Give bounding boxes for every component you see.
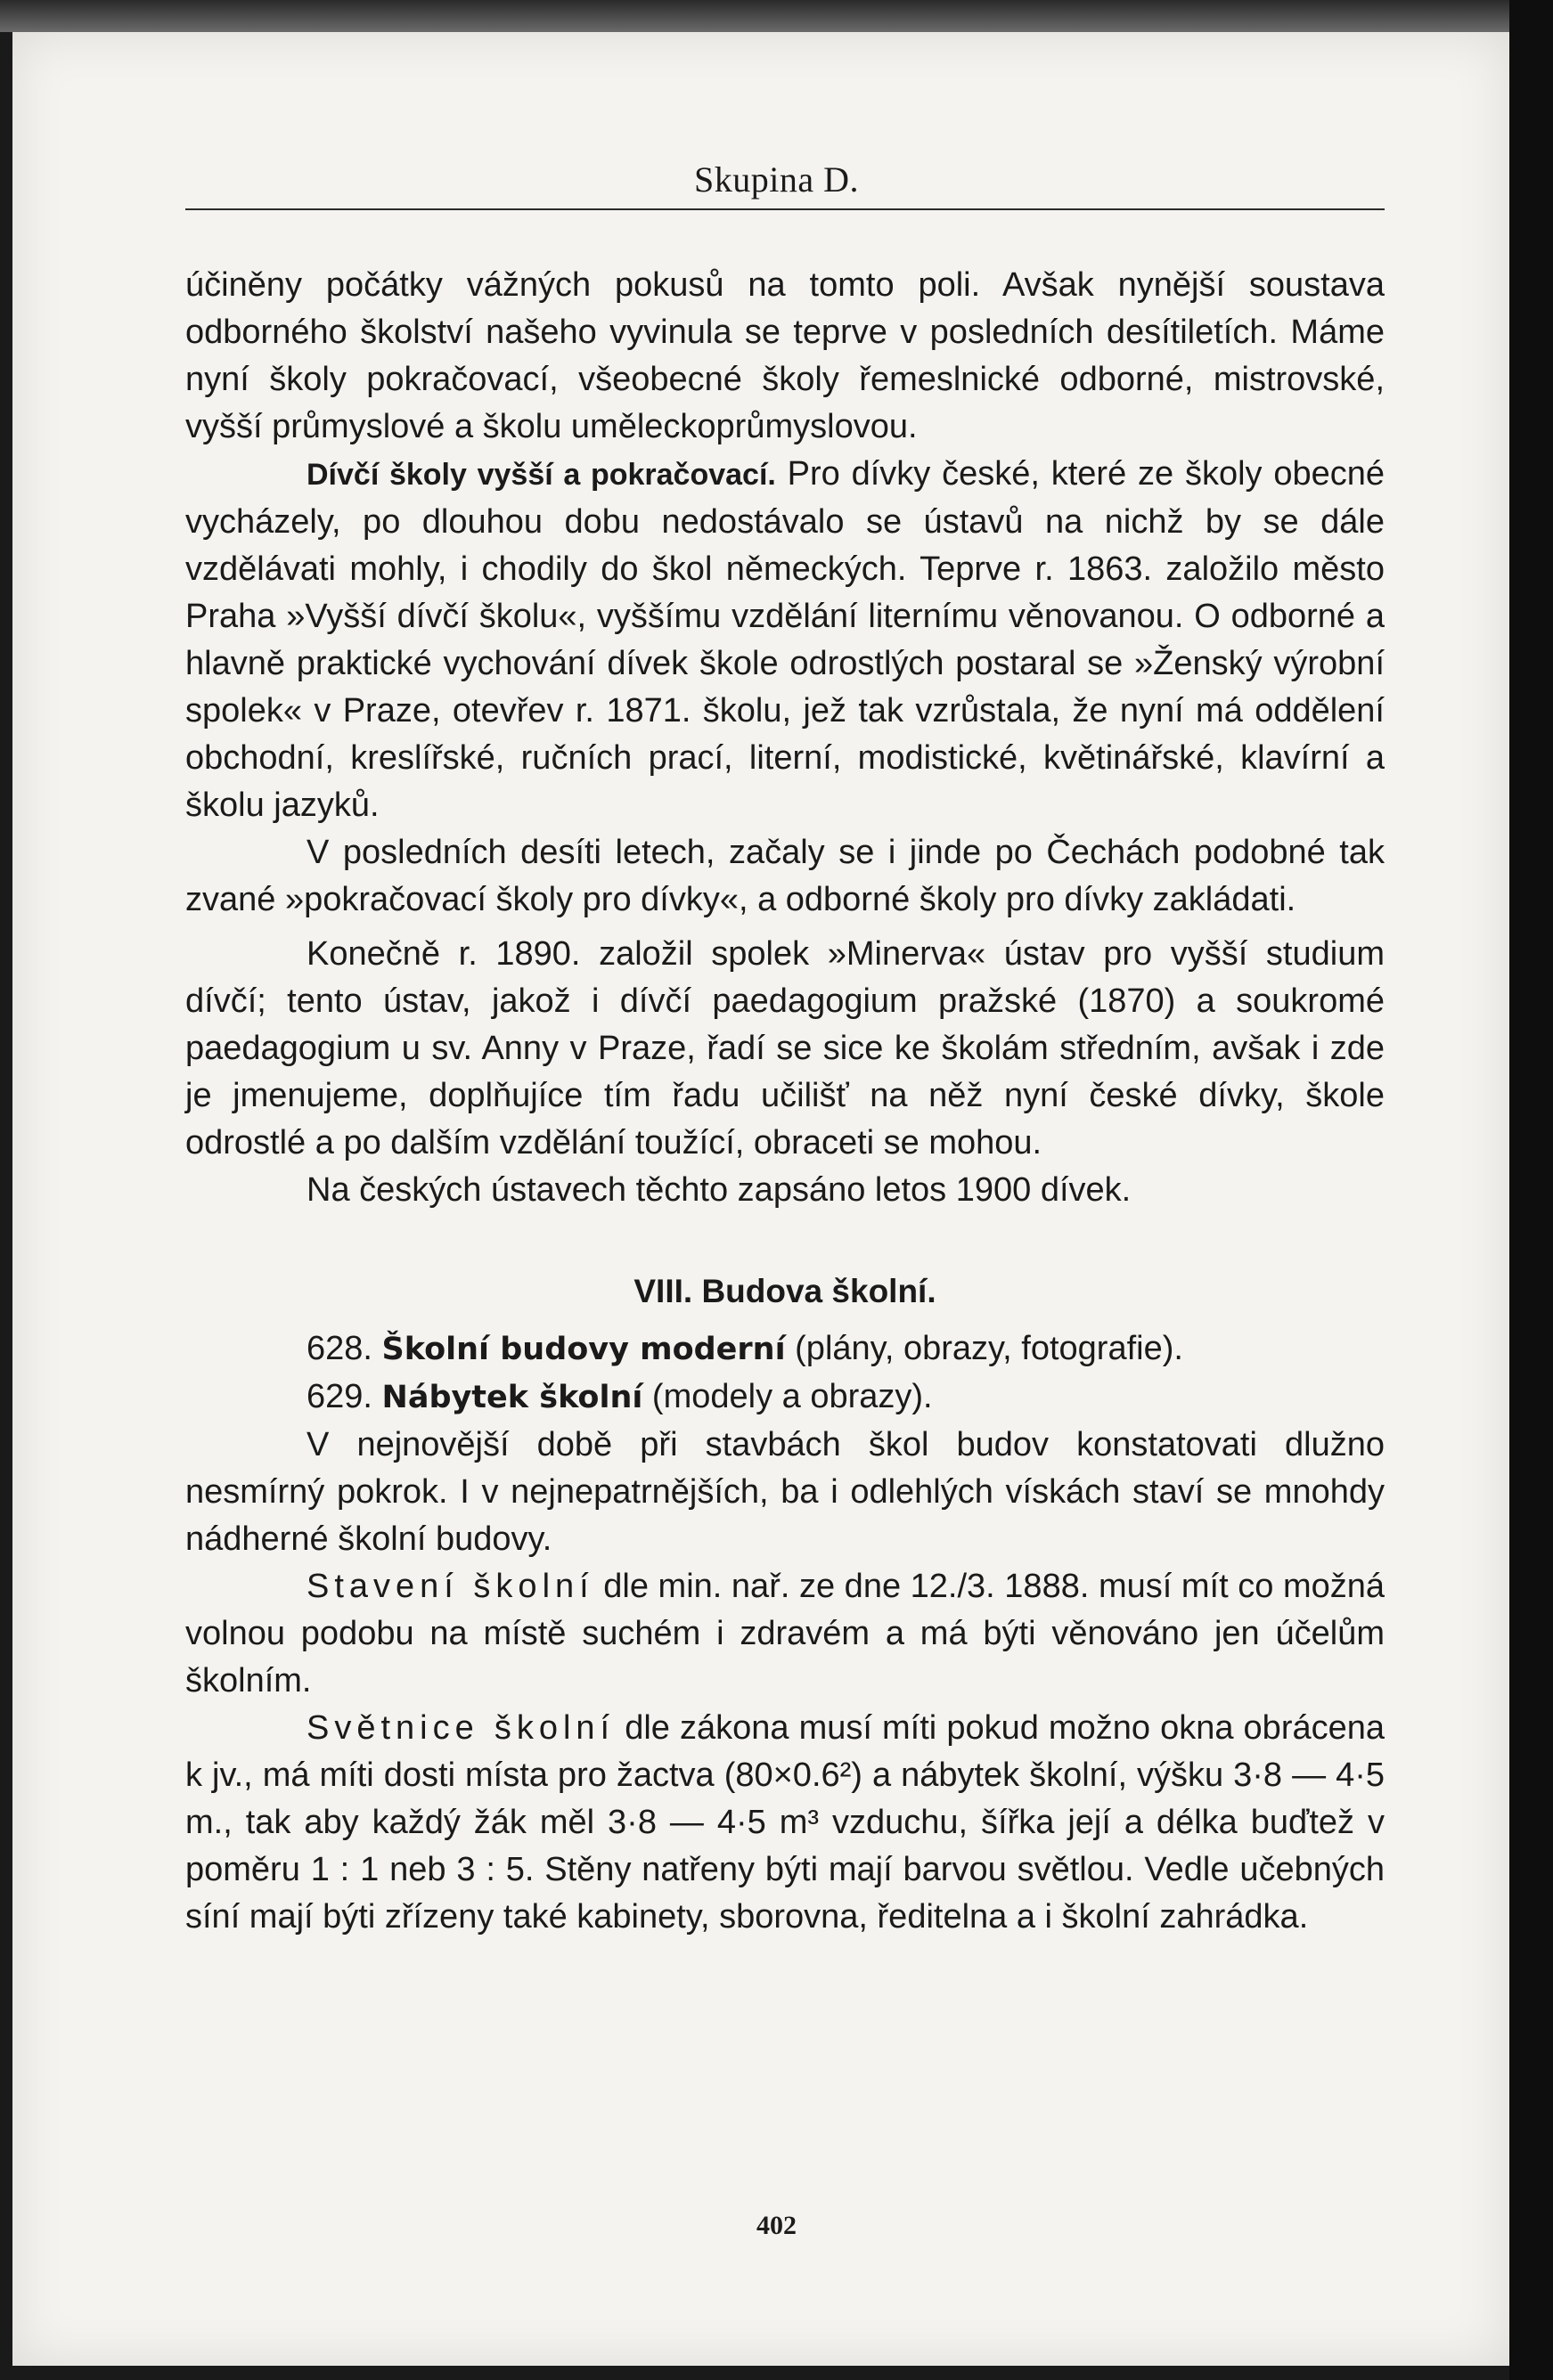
paragraph-girls-schools-text: Pro dívky české, které ze školy obecné vycházely, po dlouhou dobu nedostávalo se ústavů na nichž by se dále vzdělávati mohly, i chodily do škol německých. Teprve r. 1863. založilo město Praha »Vyšší dívčí školu«, vyššímu vzdělání liternímu věnovanou. O odborné a hlavně praktické vychování dívek škole odrostlých postaral se »Ženský výrobní spolek« v Praze, otevřev r. 1871. školu, jež tak vzrůstala, že nyní má oddělení obchodní, kreslířské, ručních prací, literní, modistické, květinářské, klavírní a školu jazyků. <box>185 455 1385 824</box>
paragraph-progress: V nejnovější době při stavbách škol budov konstatovati dlužno nesmírný pokrok. I v nejnepatrnějších, ba i odlehlých vískách staví se mnohdy nádherné školní budovy. <box>185 1426 1385 1558</box>
paragraph-girls-schools <box>185 451 1385 829</box>
paragraph-school-building-text: dle min. nař. ze dne 12./3. 1888. musí mít co možná volnou podobu na místě suchém i zdravém a má býti věnováno jen účelům školním. <box>185 1568 1385 1699</box>
item-629-number: 629. <box>307 1378 372 1415</box>
term-school-building: Stavení školní <box>307 1568 594 1605</box>
item-628-title: Školní budovy moderní <box>381 1332 786 1367</box>
running-head: Skupina D. <box>694 159 859 200</box>
item-629 <box>185 1373 1385 1422</box>
subheading-girls-schools: Dívčí školy vyšší a pokračovací. <box>307 458 776 492</box>
term-classroom: Světnice školní <box>307 1709 616 1747</box>
paragraph-minerva: Konečně r. 1890. založil spolek »Minerva« ústav pro vyšší studium dívčí; tento ústav, jakož i dívčí paedagogium pražské (1870) a soukromé paedagogium u sv. Anny v Praze, řadí se sice ke školám středním, avšak i zde je jmenujeme, doplňujíce tím řadu učilišť na něž nyní české dívky, škole odrostlé a po dalším vzdělání toužící, obraceti se mohou. <box>185 935 1385 1161</box>
paragraph-school-building <box>185 1563 1385 1705</box>
page-number: 402 <box>756 2211 797 2240</box>
item-629-description: (modely a obrazy). <box>642 1378 933 1415</box>
section-heading: VIII. Budova školní. <box>633 1273 936 1309</box>
paragraph-intro: účiněny počátky vážných pokusů na tomto poli. Avšak nynější soustava odborného školství našeho vyvinula se teprve v posledních desítiletích. Máme nyní školy pokračovací, všeobecné školy řemeslnické odborné, mistrovské, vyšší průmyslové a školu uměleckoprůmyslovou. <box>185 266 1385 445</box>
item-629-title: Nábytek školní <box>381 1380 643 1415</box>
paragraph-classroom-text: dle zákona musí míti pokud možno okna obrácena k jv., má míti dosti místa pro žactva (80×0.6²) a nábytek školní, výšku 3·8 — 4·5 m., tak aby každý žák měl 3·8 — 4·5 m³ vzduchu, šířka její a délka buďtež v poměru 1 : 1 neb 3 : 5. Stěny natřeny býti mají barvou světlou. Vedle učebných síní mají býti zřízeny také kabinety, sborovna, ředitelna a i školní zahrádka. <box>185 1709 1385 1936</box>
scan-top-edge <box>0 0 1553 32</box>
header-rule <box>185 208 1385 210</box>
paragraph-continuation-schools: V posledních desíti letech, začaly se i jinde po Čechách podobné tak zvané »pokračovací školy pro dívky«, a odborné školy pro dívky zakládati. <box>185 834 1385 918</box>
item-628 <box>185 1325 1385 1373</box>
scan-right-edge <box>1509 0 1553 2380</box>
page-body <box>185 262 1385 1941</box>
item-628-number: 628. <box>307 1330 372 1367</box>
paragraph-classroom <box>185 1705 1385 1941</box>
paragraph-enrollment: Na českých ústavech těchto zapsáno letos 1900 dívek. <box>307 1171 1132 1209</box>
item-628-description: (plány, obrazy, fotografie). <box>785 1330 1183 1367</box>
